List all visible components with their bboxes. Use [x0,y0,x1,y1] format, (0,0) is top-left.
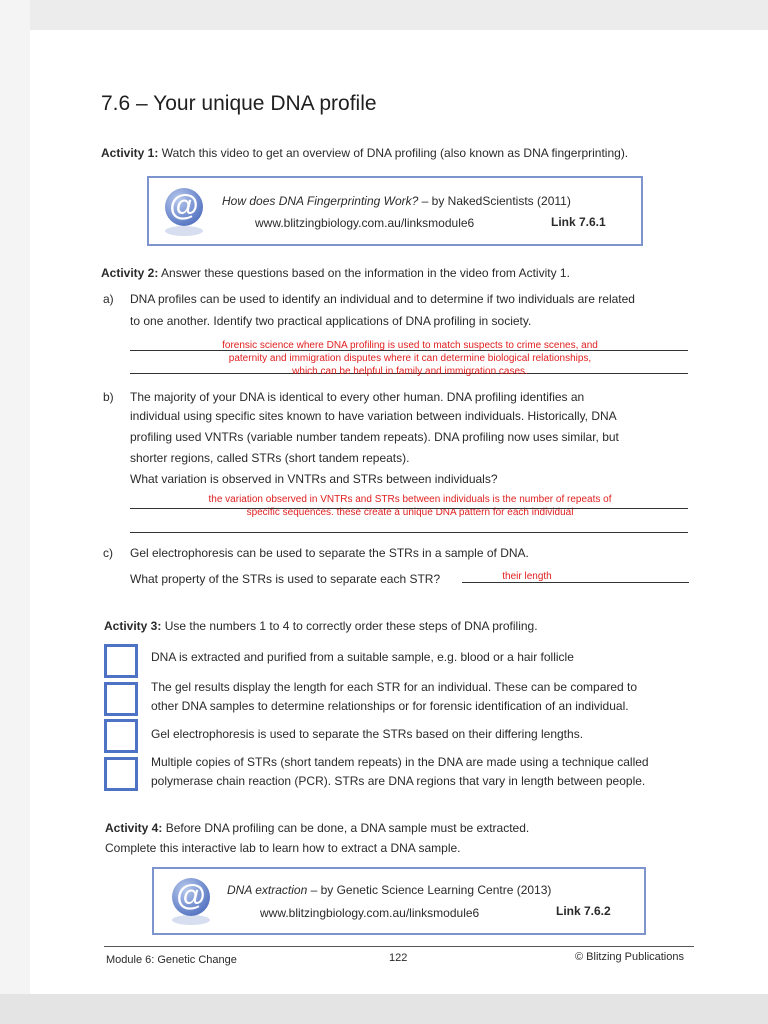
order-box-step-2[interactable] [104,682,138,716]
order-box-step-3[interactable] [104,719,138,753]
answer-c-text: their length [502,571,552,582]
answer-a-text-3: which can be helpful in family and immigration cases. [292,366,528,377]
answer-b-text-2: specific sequences. these create a unique DNA pattern for each individual [246,507,574,518]
question-c-line-2: What property of the STRs is used to separate each STR? [130,572,441,586]
answer-a-text-1: forensic science where DNA profiling is used to match suspects to crime scenes, and [222,340,598,351]
activity-3-text: Use the numbers 1 to 4 to correctly order these steps of DNA profiling. [164,619,538,633]
footer-module: Module 6: Genetic Change [106,954,237,966]
at-icon-shadow [165,226,203,236]
activity-3-instruction [104,615,538,637]
question-c-line-1: Gel electrophoresis can be used to separate the STRs in a sample of DNA. [130,546,529,560]
link-2-code: Link 7.6.2 [556,904,611,918]
link-1-title-italic: How does DNA Fingerprinting Work? [222,194,419,208]
activity-1-label: Activity 1: [101,146,159,160]
question-a-marker: a) [103,292,114,306]
link-2-url[interactable]: www.blitzingbiology.com.au/linksmodule6 [260,906,480,920]
link-box-1[interactable] [147,176,643,246]
activity-4-line-1 [105,817,529,839]
footer-copyright: © Blitzing Publications [575,951,684,963]
answer-b-text-1: the variation observed in VNTRs and STRs between individuals is the number of repeats of [208,494,612,505]
question-b-line-1: The majority of your DNA is identical to every other human. DNA profiling identifies an [130,390,585,404]
question-a-line-1: DNA profiles can be used to identify an individual and to determine if two individuals are related [130,292,635,306]
link-1-code: Link 7.6.1 [551,215,606,229]
order-box-step-4[interactable] [104,757,138,791]
activity-2-instruction [101,262,570,284]
answer-b-line-1 [130,508,688,509]
answer-a-text-2: paternity and immigration disputes where it can determine biological relationships, [228,353,592,364]
footer-rule [104,946,694,947]
activity-4-label: Activity 4: [105,821,163,835]
link-2-title-rest: – by Genetic Science Learning Centre (2013) [307,883,552,897]
link-box-2[interactable] [152,867,646,935]
step-1-text: DNA is extracted and purified from a suitable sample, e.g. blood or a hair follicle [151,650,574,664]
at-link-icon: @ [172,878,210,916]
question-b-marker: b) [103,390,114,404]
step-3-text: Gel electrophoresis is used to separate the STRs based on their differing lengths. [151,727,584,741]
question-b-line-4: shorter regions, called STRs (short tandem repeats). [130,451,410,465]
step-4-text-2: polymerase chain reaction (PCR). STRs are DNA regions that vary in length between people. [151,774,646,788]
answer-b-line-2 [130,532,688,533]
step-4-text-1: Multiple copies of STRs (short tandem repeats) in the DNA are made using a technique called [151,755,649,769]
activity-2-text: Answer these questions based on the information in the video from Activity 1. [161,266,570,280]
activity-3-label: Activity 3: [104,619,162,633]
step-2-text-1: The gel results display the length for each STR for an individual. These can be compared to [151,680,638,694]
page-title: 7.6 – Your unique DNA profile [101,92,377,115]
link-1-title-rest: – by NakedScientists (2011) [418,194,571,208]
link-2-title [227,879,551,901]
question-b-line-2: individual using specific sites known to have variation between individuals. Historically, DNA [130,409,617,423]
activity-4-text-1: Before DNA profiling can be done, a DNA sample must be extracted. [165,821,530,835]
at-icon-shadow [172,915,210,925]
at-link-icon: @ [165,188,203,226]
activity-2-label: Activity 2: [101,266,159,280]
question-b-line-3: profiling used VNTRs (variable number tandem repeats). DNA profiling now uses similar, but [130,430,619,444]
question-b-line-5: What variation is observed in VNTRs and STRs between individuals? [130,472,498,486]
activity-4-text-2: Complete this interactive lab to learn how to extract a DNA sample. [105,841,461,855]
scan-margin-bottom [0,994,768,1024]
activity-1-instruction [101,142,628,164]
order-box-step-1[interactable] [104,644,138,678]
scan-margin-top [0,0,768,30]
link-1-title [222,190,571,212]
link-1-url[interactable]: www.blitzingbiology.com.au/linksmodule6 [255,216,475,230]
step-2-text-2: other DNA samples to determine relationships or for forensic identification of an individual. [151,699,629,713]
question-a-line-2: to one another. Identify two practical applications of DNA profiling in society. [130,314,532,328]
footer-page-number: 122 [389,952,408,964]
question-c-marker: c) [103,546,113,560]
link-2-title-italic: DNA extraction [227,883,308,897]
activity-1-text: Watch this video to get an overview of DNA profiling (also known as DNA fingerprinting). [161,146,629,160]
scan-margin-left [0,0,30,1024]
